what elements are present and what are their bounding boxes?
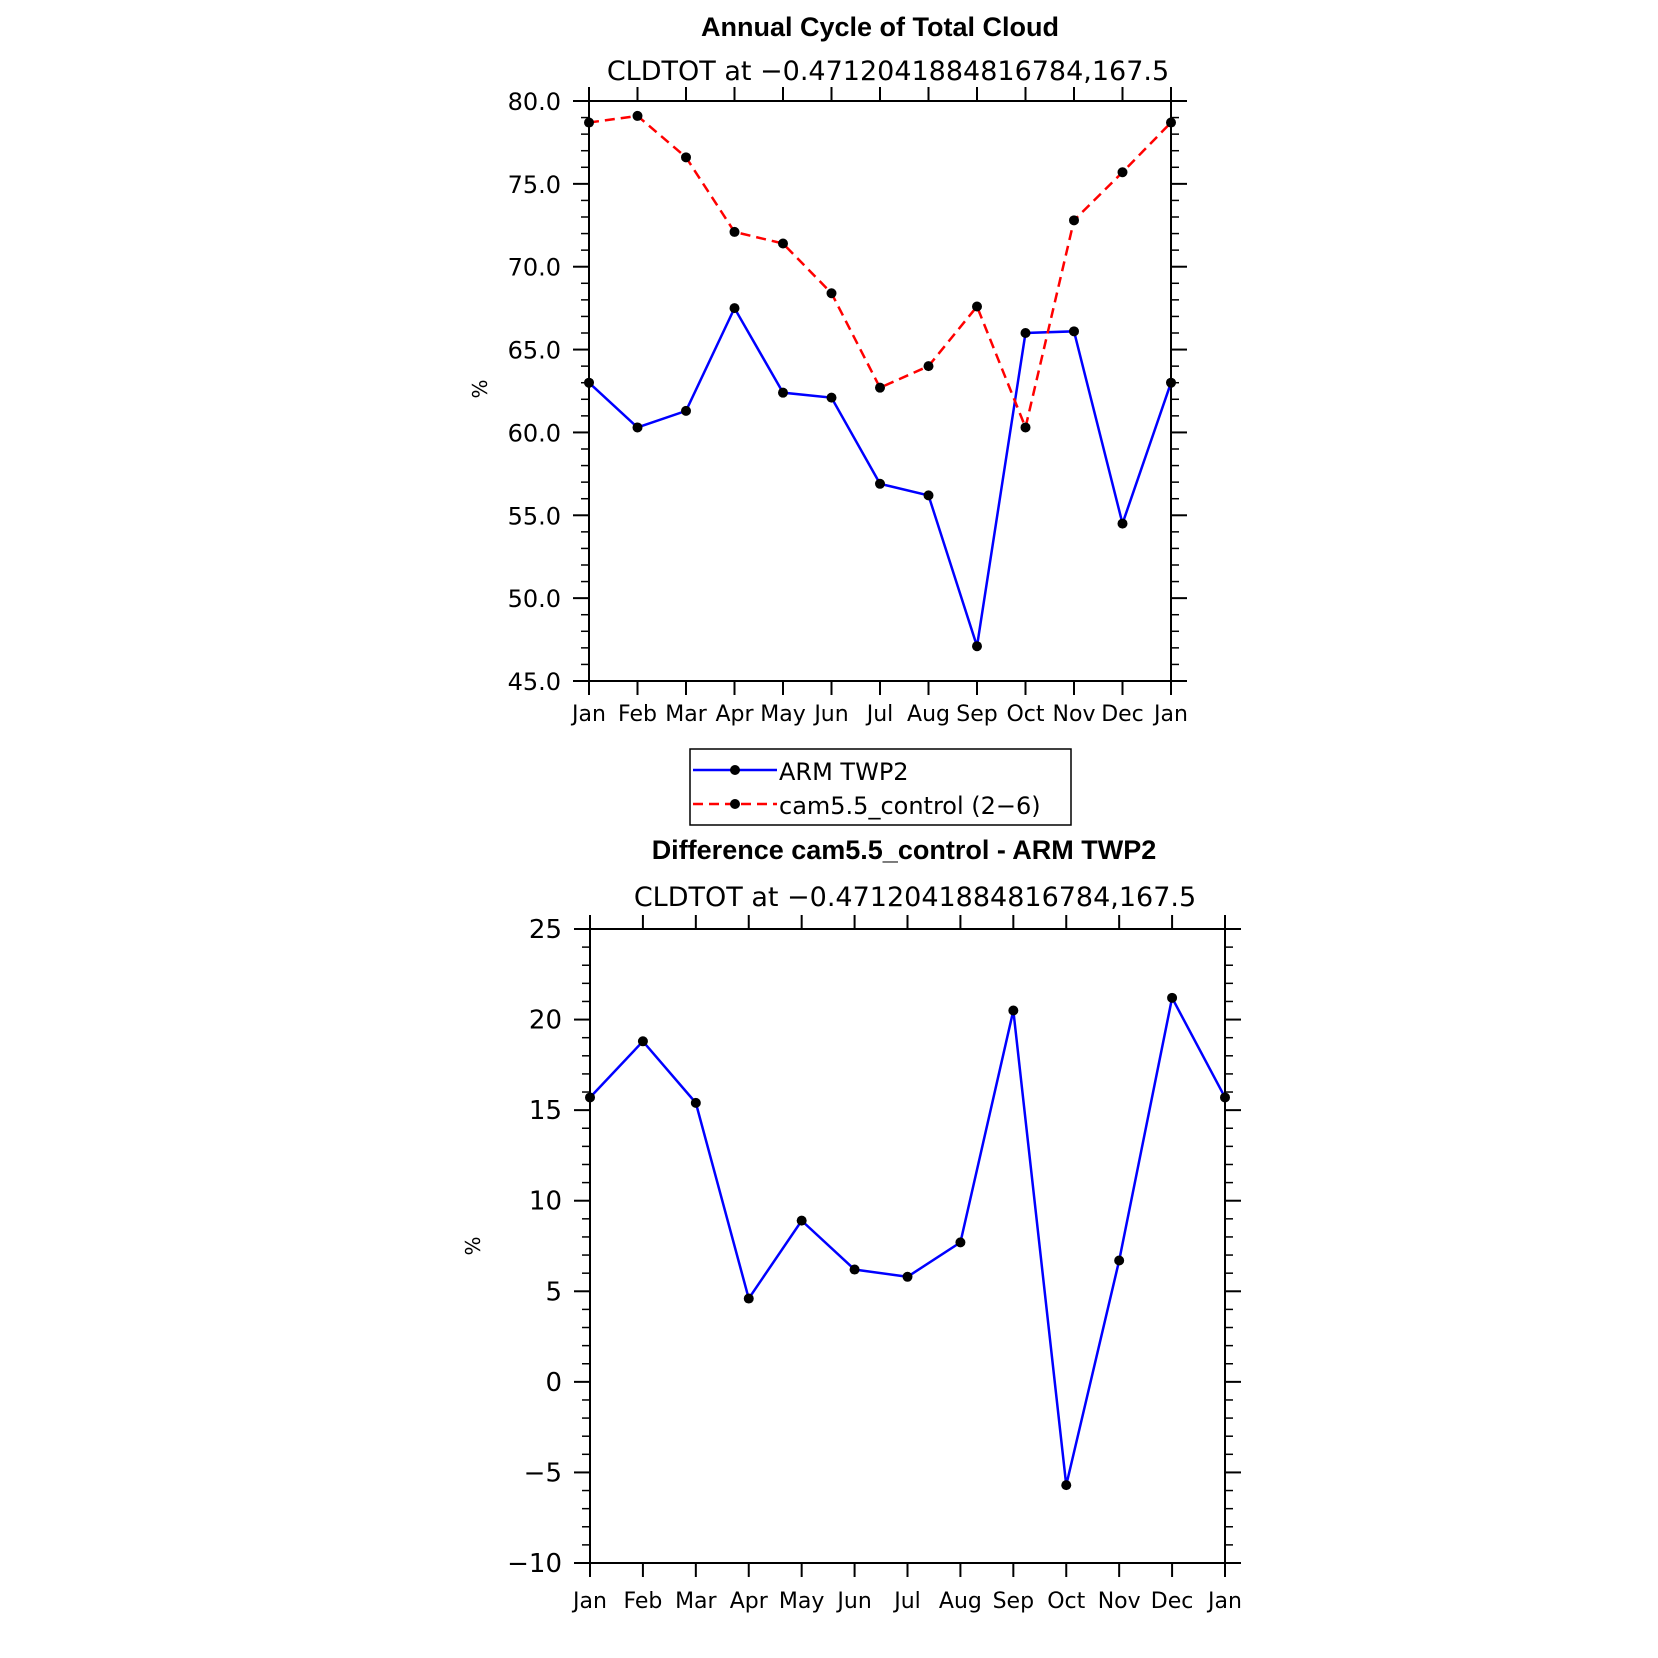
x-tick-label: Apr (729, 1589, 768, 1614)
data-point (633, 111, 643, 121)
data-point (924, 490, 934, 500)
x-tick-labels (570, 702, 1188, 727)
data-point (681, 406, 691, 416)
series-layer (585, 993, 1230, 1490)
x-tick-label: Apr (715, 702, 754, 727)
legend-marker-cam55-control (730, 799, 740, 809)
x-tick-label: Dec (1101, 702, 1144, 727)
data-point (797, 1216, 807, 1226)
data-point (1021, 328, 1031, 338)
chart-difference (461, 835, 1242, 1614)
y-tick-label: 80.0 (507, 88, 561, 116)
legend-label-arm-twp2: ARM TWP2 (779, 758, 909, 786)
data-point (1061, 1480, 1071, 1490)
legend-entry-arm-twp2 (693, 758, 909, 786)
y-tick-labels (508, 88, 561, 696)
data-point (850, 1265, 860, 1275)
y-axis-label: % (468, 379, 492, 399)
x-tick-label: Jul (894, 1589, 921, 1614)
data-point (1118, 519, 1128, 529)
legend-label-cam55-control: cam5.5_control (2−6) (779, 792, 1041, 820)
legend (690, 749, 1071, 825)
x-tick-label: Mar (665, 702, 707, 727)
x-tick-label: May (778, 1589, 825, 1614)
data-point (1069, 215, 1079, 225)
data-point (903, 1272, 913, 1282)
data-point (827, 288, 837, 298)
data-point (585, 1092, 595, 1102)
x-tick-label: Mar (675, 1589, 717, 1614)
data-point (730, 227, 740, 237)
y-tick-label: 55.0 (507, 502, 561, 531)
x-tick-label: Jan (1154, 702, 1188, 727)
legend-marker-arm-twp2 (730, 765, 740, 775)
y-tick-label: 15 (528, 1096, 562, 1127)
chart-annual-cycle (468, 12, 1188, 727)
data-point (924, 361, 934, 371)
data-point (875, 479, 885, 489)
data-point (744, 1294, 754, 1304)
y-tick-label: −5 (523, 1458, 562, 1489)
series-line-0 (590, 998, 1225, 1485)
x-tick-label: Jun (837, 1589, 872, 1614)
y-tick-label: 45.0 (507, 668, 561, 696)
chart-subtitle: CLDTOT at −0.4712041884816784,167.5 (633, 882, 1197, 913)
x-tick-label: Feb (623, 1589, 663, 1614)
x-tick-label: Sep (956, 702, 998, 727)
data-point (875, 383, 885, 393)
data-point (633, 422, 643, 432)
data-point (691, 1098, 701, 1108)
chart-subtitle: CLDTOT at −0.4712041884816784,167.5 (606, 56, 1170, 87)
y-tick-label: 25 (528, 915, 562, 945)
data-point (584, 378, 594, 388)
legend-entry-cam55-control (693, 792, 1041, 820)
data-point (778, 239, 788, 249)
data-point (1008, 1006, 1018, 1016)
data-point (730, 303, 740, 313)
x-tick-label: Jan (572, 702, 606, 727)
axis-ticks (574, 915, 1241, 1577)
x-tick-label: Sep (992, 1589, 1035, 1614)
x-tick-label: Feb (618, 702, 657, 727)
y-tick-label: 20 (528, 1005, 562, 1036)
y-tick-label: 5 (545, 1277, 562, 1308)
data-point (972, 301, 982, 311)
chart-title: Difference cam5.5_control - ARM TWP2 (651, 835, 1157, 865)
y-tick-label: 65.0 (507, 336, 561, 365)
y-tick-label: 10 (528, 1186, 562, 1217)
x-tick-label: Jan (573, 1589, 607, 1614)
x-tick-label: Oct (1047, 1589, 1086, 1614)
chart-title: Annual Cycle of Total Cloud (700, 12, 1060, 42)
data-point (972, 641, 982, 651)
data-point (1220, 1092, 1230, 1102)
x-tick-labels (571, 1589, 1242, 1614)
y-tick-label: 60.0 (507, 419, 561, 448)
series-layer (584, 111, 1176, 651)
data-point (827, 393, 837, 403)
y-tick-label: 50.0 (507, 585, 561, 614)
x-tick-label: Jul (866, 702, 894, 727)
data-point (1069, 326, 1079, 336)
x-tick-label: Aug (907, 702, 950, 727)
data-point (778, 388, 788, 398)
series-line-1 (589, 116, 1171, 428)
x-tick-label: Nov (1097, 1589, 1141, 1614)
y-axis-label: % (461, 1236, 485, 1256)
x-tick-label: Dec (1150, 1589, 1194, 1614)
y-tick-label: 75.0 (507, 170, 561, 199)
data-point (1118, 167, 1128, 177)
plot-frame (590, 929, 1225, 1563)
data-point (1166, 118, 1176, 128)
data-point (1166, 378, 1176, 388)
data-point (638, 1036, 648, 1046)
series-line-0 (589, 308, 1171, 646)
data-point (1021, 422, 1031, 432)
data-point (955, 1237, 965, 1247)
x-tick-label: Nov (1052, 702, 1096, 727)
x-tick-label: Jan (1208, 1589, 1242, 1614)
y-tick-label: −10 (507, 1549, 562, 1579)
x-tick-label: Oct (1006, 702, 1045, 727)
x-tick-label: May (760, 702, 806, 727)
x-tick-label: Jun (814, 702, 849, 727)
y-tick-label: 0 (545, 1367, 562, 1398)
y-tick-labels (507, 915, 562, 1579)
data-point (584, 118, 594, 128)
data-point (681, 152, 691, 162)
data-point (1114, 1255, 1124, 1265)
x-tick-label: Aug (938, 1589, 982, 1614)
data-point (1167, 993, 1177, 1003)
y-tick-label: 70.0 (507, 253, 561, 282)
